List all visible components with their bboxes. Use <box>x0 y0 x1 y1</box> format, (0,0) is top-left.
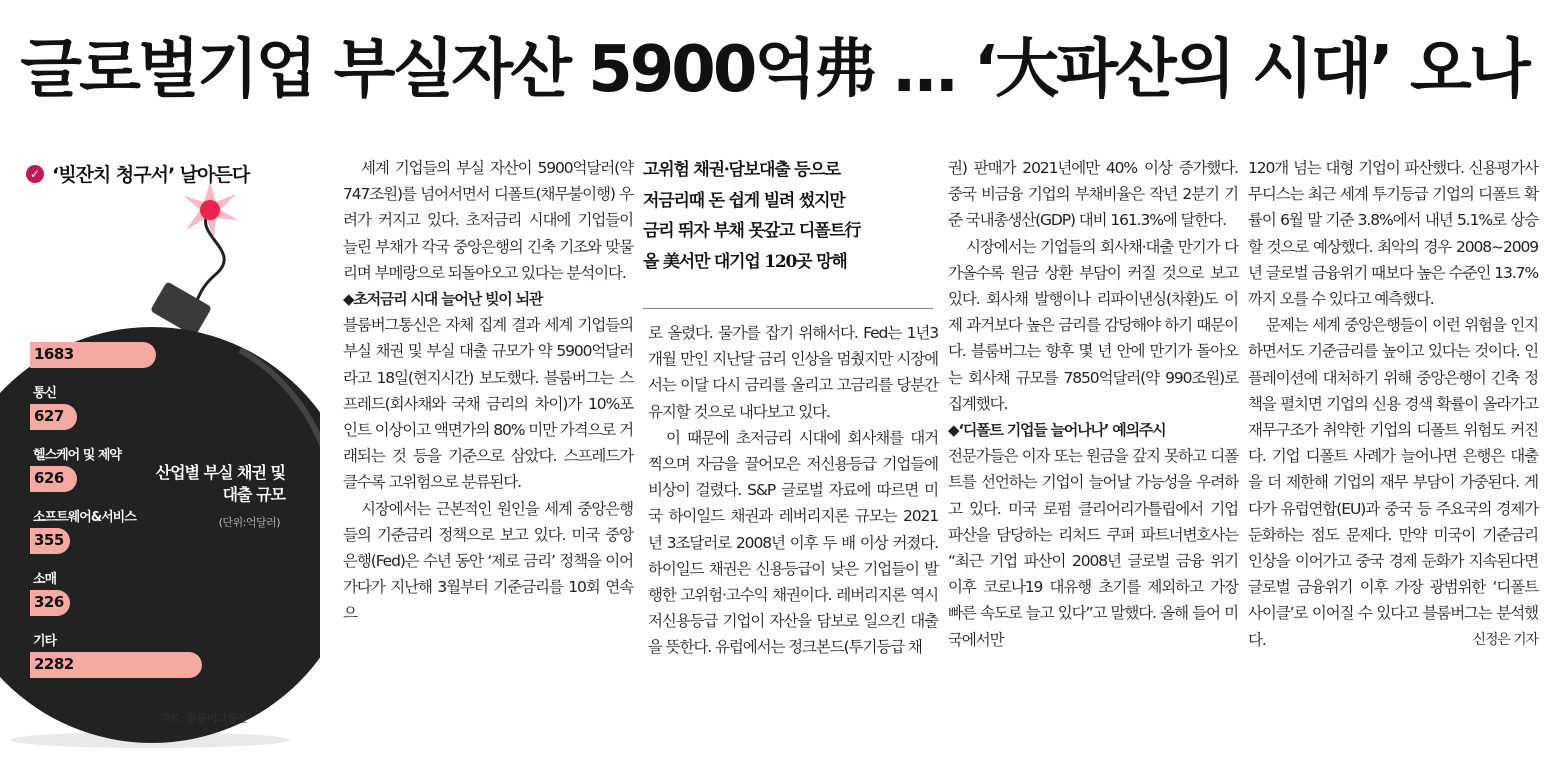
bar <box>30 652 202 678</box>
paragraph: 이 때문에 초저금리 시대에 회사채를 대거 찍으며 자금을 끌어모은 저신용등급 기업들에 비상이 걸렸다. S&P 글로벌 자료에 따르면 미국 하이일드 채권과 레버리지론 규모는 2021년 3조달러로 2008년 이후 두 배 이상 커졌다. 하이일드 채권은 신용등급이 낮은 기업들이 발행한 고위험·고수익 채권이다. 레버리지론 역시 저신용등급 기업이 자산을 담보로 일으킨 대출을 뜻한다. 유럽에서는 정크본드(투기등급 채 <box>648 428 938 657</box>
infographic <box>0 140 320 775</box>
section-subhead: ◆‘디폴트 기업들 늘어나나’ 예의주시 <box>948 421 1166 440</box>
chart-title: 산업별 부실 채권 및 대출 규모 <box>155 463 285 504</box>
byline: 신정은 기자 <box>1472 631 1538 648</box>
article-column-3 <box>948 155 1238 653</box>
bar-category-label: 통신 <box>33 386 57 401</box>
chart-unit: (단위:억달러) <box>218 516 280 529</box>
article-column-4 <box>1248 155 1538 653</box>
checkmark-icon: ✓ <box>26 165 44 183</box>
bar-category-label: 기타 <box>33 634 57 649</box>
bar-value-label: 2282 <box>34 655 74 673</box>
spark-icon <box>184 182 238 238</box>
paragraph: 세계 기업들의 부실 자산이 5900억달러(약 747조원)를 넘어서면서 디폴트(채무불이행) 우려가 커지고 있다. 초저금리 시대에 기업들이 늘린 부채가 각국 중앙은행의 긴축 기조와 맞물리며 부메랑으로 되돌아오고 있다는 분석이다. <box>343 159 633 282</box>
paragraph: 120개 넘는 대형 기업이 파산했다. 신용평가사 무디스는 최근 세계 투기등급 기업의 디폴트 확률이 6월 말 기준 3.8%에서 내년 5.1%로 상승할 것으로 예상했다. 최악의 경우 2008~2009년 글로벌 금융위기 때보다 높은 수준인 13.7%까지 오를 수 있다고 예측했다. <box>1248 159 1538 309</box>
headline: 글로벌기업 부실자산 5900억弗 … ‘大파산의 시대’ 오나 <box>20 33 1528 107</box>
article-column-2 <box>648 320 938 661</box>
paragraph: 시장에서는 기업들의 회사채·대출 만기가 다가올수록 원금 상환 부담이 커질 것으로 보고 있다. 회사채 발행이나 리파이낸싱(차환)도 이제 과거보다 높은 금리를 감당해야 하기 때문이다. 블룸버그는 향후 몇 년 안에 만기가 돌아오는 회사채 규모를 7850억달러(약 990조원)로 집계했다. <box>948 237 1238 413</box>
bar-category-label: 헬스케어 및 제약 <box>33 448 121 463</box>
bar <box>30 466 77 492</box>
paragraph: 권) 판매가 2021년에만 40% 이상 증가했다. 중국 비금융 기업의 부채비율은 작년 2분기 기준 국내총생산(GDP) 대비 161.3%에 달한다. <box>948 159 1238 230</box>
bar-value-label: 626 <box>34 469 64 487</box>
chart-source: 자료: 블룸버그통신 <box>160 712 248 725</box>
kicker-text: ‘빚잔치 청구서’ 날아든다 <box>52 164 250 186</box>
bar-value-label: 355 <box>34 531 64 549</box>
paragraph: 로 올렸다. 물가를 잡기 위해서다. Fed는 1년3개월 만인 지난달 금리 인상을 멈췄지만 시장에서는 이달 다시 금리를 올리고 고금리를 당분간 유지할 것으로 내다보고 있다. <box>648 324 938 421</box>
bar <box>30 342 156 368</box>
section-subhead: ◆초저금리 시대 늘어난 빚이 뇌관 <box>343 290 543 309</box>
kicker <box>26 160 249 187</box>
bar-category-label: 소프트웨어&서비스 <box>33 510 136 525</box>
bar-value-label: 1683 <box>34 345 74 363</box>
deck-divider <box>643 308 933 309</box>
paragraph: 문제는 세계 중앙은행들이 이런 위험을 인지하면서도 기준금리를 높이고 있다는 것이다. 인플레이션에 대처하기 위해 중앙은행이 긴축 정책을 펼치면 기업의 신용 경색 확률이 올라가고 재무구조가 취약한 기업의 디폴트 위험도 커진다. 기업 디폴트 사례가 늘어나면 은행은 대출을 더 제한해 기업의 재무 부담이 가중된다. 게다가 유럽연합(EU)과 중국 등 주요국의 경제가 둔화하는 점도 문제다. 만약 미국이 기준금리 인상을 이어가고 중국 경제 둔화가 지속된다면 글로벌 금융위기 이후 가장 광범위한 ‘디폴트 사이클’로 이어질 수 있다고 블룸버그는 분석했다. 신정은 기자 <box>1248 312 1538 653</box>
bar-category-label: 부동산 <box>33 324 68 339</box>
article-column-1 <box>343 155 633 627</box>
paragraph: 블룸버그통신은 자체 집계 결과 세계 기업들의 부실 채권 및 부실 대출 규모가 약 5900억달러라고 18일(현지시간) 보도했다. 블룸버그는 스프레드(회사채와 국채 금리의 차이)가 10%포인트 이상이고 액면가의 80% 미만 가격으로 거래되는 것 등을 기준으로 삼았다. 스프레드가 클수록 고위험으로 분류된다. <box>343 316 633 492</box>
bar-category-label: 소매 <box>33 572 57 587</box>
bar <box>30 404 77 430</box>
paragraph: 시장에서는 근본적인 원인을 세계 중앙은행들의 기준금리 정책으로 보고 있다. 미국 중앙은행(Fed)은 수년 동안 ‘제로 금리’ 정책을 이어가다가 지난해 3월부터 기준금리를 10회 연속으 <box>343 499 633 623</box>
bar-value-label: 627 <box>34 407 64 425</box>
deck: 고위험 채권·담보대출 등으로 저금리때 돈 쉽게 빌려 썼지만 금리 뛰자 부채 못갚고 디폴트行 올 美서만 대기업 120곳 망해 <box>643 160 861 272</box>
bar <box>30 528 70 554</box>
bar <box>30 590 70 616</box>
paragraph: 전문가들은 이자 또는 원금을 갚지 못하고 디폴트를 선언하는 기업이 늘어날 가능성을 우려하고 있다. 미국 로펌 클리어리가틀립에서 기업 파산을 담당하는 리처드 쿠퍼 파트너변호사는 “최근 기업 파산이 2008년 글로벌 금융 위기 이후 코로나19 대유행 초기를 제외하고 가장 빠른 속도로 늘고 있다”고 말했다. 올해 들어 미국에서만 <box>948 447 1238 649</box>
bar-value-label: 326 <box>34 593 64 611</box>
